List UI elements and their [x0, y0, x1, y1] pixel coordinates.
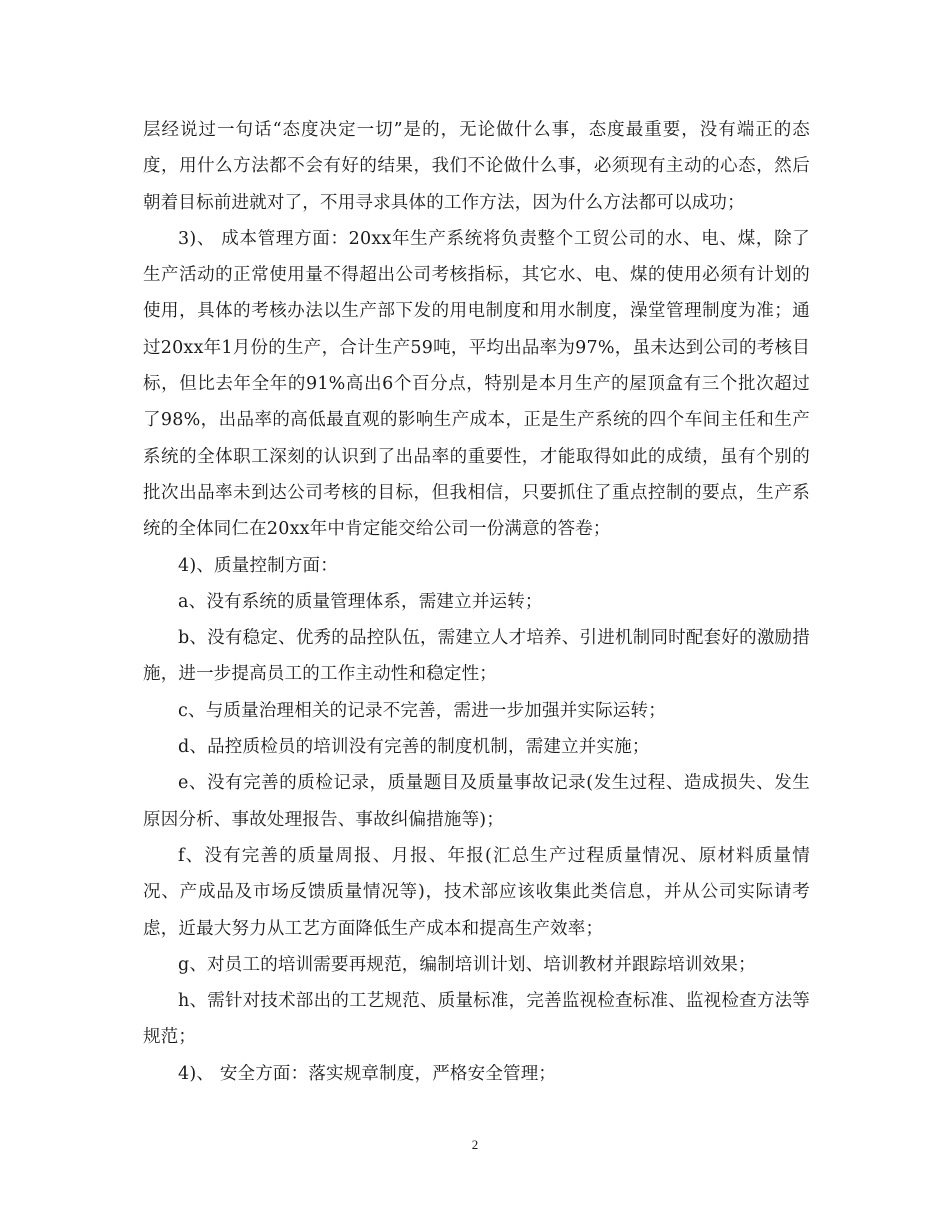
paragraph-1: 层经说过一句话“态度决定一切”是的，无论做什么事，态度最重要，没有端正的态度，用什么方法都不会有好的结果，我们不论做什么事，必须现有主动的心态，然后朝着目标前进就对了，不用寻求具体的工作方法，因为什么方法都可以成功；	[143, 120, 810, 213]
paragraph-12: 4)、 安全方面：落实规章制度，严格安全管理；	[178, 1063, 557, 1084]
document-body	[143, 112, 810, 1092]
paragraph-4: a、没有系统的质量管理体系，需建立并运转；	[178, 591, 543, 612]
paragraph-9: f、没有完善的质量周报、月报、年报(汇总生产过程质量情况、原材料质量情况、产成品及市场反馈质量情况等)，技术部应该收集此类信息，并从公司实际请考虑，近最大努力从工艺方面降低生产成本和提高生产效率；	[143, 845, 810, 939]
paragraph-8: e、没有完善的质检记录，质量题目及质量事故记录(发生过程、造成损失、发生原因分析、事故处理报告、事故纠偏措施等)；	[143, 773, 810, 830]
paragraph-11: h、需针对技术部出的工艺规范、质量标准，完善监视检查标准、监视检查方法等规范；	[143, 991, 810, 1048]
paragraph-10: g、对员工的培训需要再规范，编制培训计划、培训教材并跟踪培训效果；	[178, 954, 756, 975]
paragraph-7: d、品控质检员的培训没有完善的制度机制，需建立并实施；	[178, 737, 650, 758]
paragraph-5: b、没有稳定、优秀的品控队伍，需建立人才培养、引进机制同时配套好的激励措施，进一步提高员工的工作主动性和稳定性；	[143, 628, 810, 685]
paragraph-3: 4)、质量控制方面：	[178, 555, 338, 576]
paragraph-6: c、与质量治理相关的记录不完善，需进一步加强并实际运转；	[178, 700, 666, 721]
page-number: 2	[471, 1137, 479, 1152]
paragraph-2: 3)、 成本管理方面：20xx年生产系统将负责整个工贸公司的水、电、煤，除了生产活动的正常使用量不得超出公司考核指标，其它水、电、煤的使用必须有计划的使用，具体的考核办法以生产部下发的用电制度和用水制度，澡堂管理制度为准；通过20xx年1月份的生产，合计生产59吨，平均出品率为97%，虽未达到公司的考核目标，但比去年全年的91%高出6个百分点，特别是本月生产的屋顶盒有三个批次超过了98%，出品率的高低最直观的影响生产成本，正是生产系统的四个车间主任和生产系统的全体职工深刻的认识到了出品率的重要性，才能取得如此的成绩，虽有个别的批次出品率未到达公司考核的目标，但我相信，只要抓住了重点控制的要点，生产系统的全体同仁在20xx年中肯定能交给公司一份满意的答卷；	[143, 228, 810, 540]
